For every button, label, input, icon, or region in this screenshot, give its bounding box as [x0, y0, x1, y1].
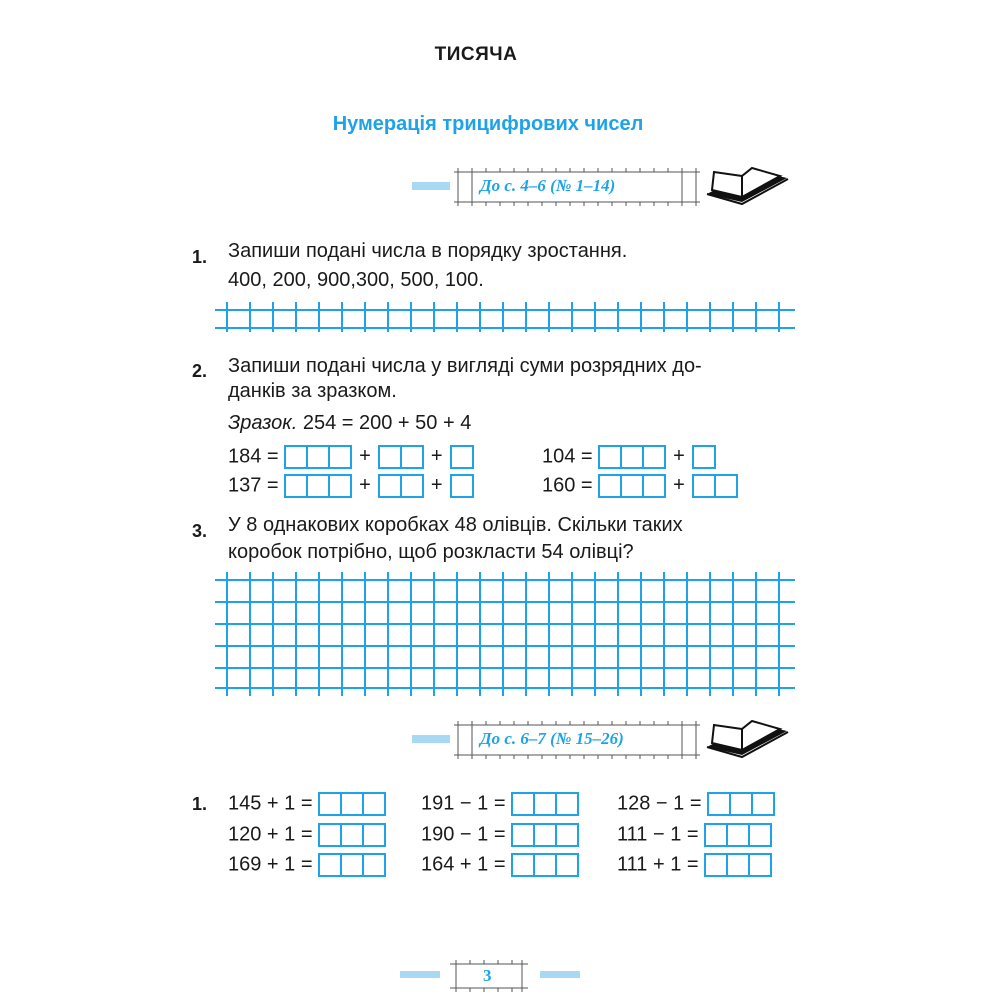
arithmetic-item: [228, 853, 386, 877]
answer-box-ones[interactable]: [450, 474, 474, 498]
decomposition-row-104: 104 = +: [542, 445, 716, 469]
arithmetic-item: [617, 823, 772, 847]
answer-box-hundreds[interactable]: [598, 445, 666, 469]
arithmetic-expression: 111 − 1 =: [617, 823, 699, 846]
reference-banner-2: [410, 715, 800, 765]
task-text: Запиши подані числа у вигляді суми розрядних до-: [228, 355, 702, 377]
task-number: 1.: [192, 247, 208, 267]
arithmetic-item: [617, 792, 775, 816]
arithmetic-expression: 128 − 1 =: [617, 792, 702, 815]
answer-boxes[interactable]: [318, 823, 386, 847]
answer-box-ones[interactable]: [450, 445, 474, 469]
task-text: У 8 однакових коробках 48 олівців. Скільки таких: [228, 514, 683, 536]
answer-boxes[interactable]: [704, 853, 772, 877]
open-book-icon: [702, 164, 792, 208]
expression-label: 137 =: [228, 474, 279, 497]
answer-box-hundreds[interactable]: [284, 474, 352, 498]
open-book-icon: [702, 717, 792, 761]
arithmetic-item: [421, 792, 579, 816]
answer-boxes[interactable]: [511, 792, 579, 816]
answer-box-tens[interactable]: [378, 474, 424, 498]
arithmetic-expression: 145 + 1 =: [228, 792, 313, 815]
expression-label: 104 =: [542, 445, 593, 468]
answer-boxes[interactable]: [511, 853, 579, 877]
arithmetic-expression: 169 + 1 =: [228, 853, 313, 876]
reference-label-1: До с. 4–6 (№ 1–14): [480, 176, 616, 195]
decomposition-row-160: 160 = +: [542, 474, 738, 498]
arithmetic-expression: 120 + 1 =: [228, 823, 313, 846]
task-number: 1.: [192, 794, 208, 814]
answer-box-hundreds[interactable]: [598, 474, 666, 498]
answer-grid[interactable]: [215, 572, 795, 696]
expression-label: 184 =: [228, 445, 279, 468]
answer-boxes[interactable]: [318, 853, 386, 877]
arithmetic-item: [228, 792, 386, 816]
example-expression: 254 = 200 + 50 + 4: [302, 412, 472, 434]
page-number: 3: [483, 966, 492, 985]
reference-banner-1: [410, 162, 800, 212]
decomposition-row-137: 137 = + +: [228, 474, 474, 498]
arithmetic-item: [421, 823, 579, 847]
answer-boxes[interactable]: [318, 792, 386, 816]
arithmetic-item: [617, 853, 772, 877]
arithmetic-expression: 111 + 1 =: [617, 853, 699, 876]
task-numbers: 400, 200, 900,300, 500, 100.: [228, 269, 484, 291]
answer-grid-strip[interactable]: [215, 302, 795, 332]
arithmetic-expression: 190 − 1 =: [421, 823, 506, 846]
page-title: ТИСЯЧА: [434, 44, 518, 65]
section-subtitle: Нумерація трицифрових чисел: [332, 113, 644, 135]
example-label: Зразок.: [228, 412, 298, 434]
task-text-continued: коробок потрібно, щоб розкласти 54 олівці?: [228, 541, 634, 563]
answer-boxes[interactable]: [707, 792, 775, 816]
example-line: [228, 410, 471, 437]
answer-box-tens[interactable]: [692, 474, 738, 498]
arithmetic-expression: 164 + 1 =: [421, 853, 506, 876]
arithmetic-expression: 191 − 1 =: [421, 792, 506, 815]
page-footer: [400, 958, 580, 994]
task-text: Запиши подані числа в порядку зростання.: [228, 240, 628, 262]
arithmetic-item: [421, 853, 579, 877]
answer-box-tens[interactable]: [378, 445, 424, 469]
answer-box-ones[interactable]: [692, 445, 716, 469]
answer-boxes[interactable]: [511, 823, 579, 847]
reference-label-2: До с. 6–7 (№ 15–26): [480, 729, 624, 748]
task-text-continued: данків за зразком.: [228, 380, 397, 402]
answer-boxes[interactable]: [704, 823, 772, 847]
task-number: 2.: [192, 361, 208, 381]
expression-label: 160 =: [542, 474, 593, 497]
task-number: 3.: [192, 521, 208, 541]
answer-box-hundreds[interactable]: [284, 445, 352, 469]
arithmetic-item: [228, 823, 386, 847]
decomposition-row-184: 184 = + +: [228, 445, 474, 469]
